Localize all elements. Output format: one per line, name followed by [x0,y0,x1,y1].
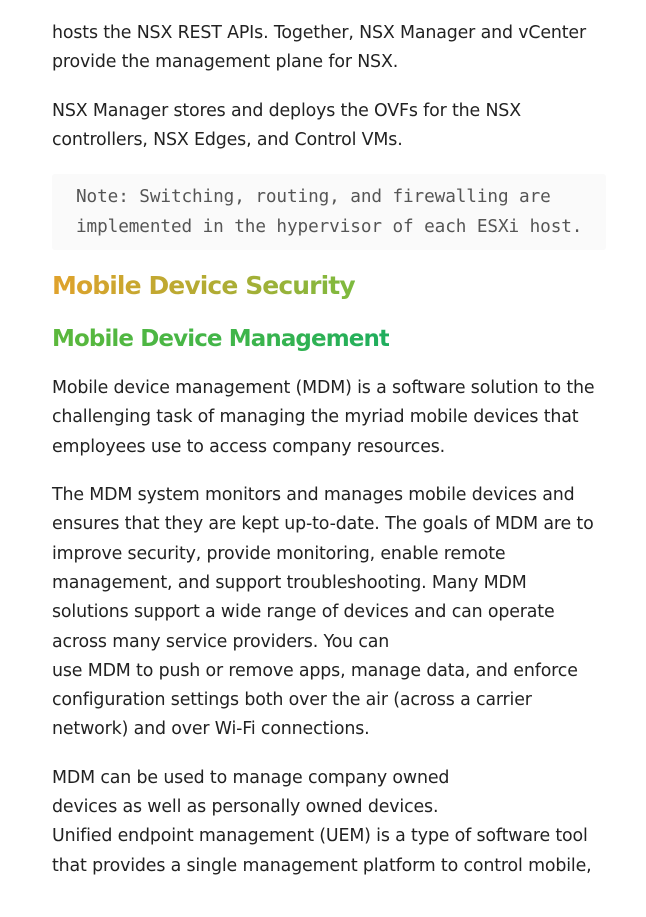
text-line: solutions support a wide range of devices and can operate [52,602,555,623]
section-heading: Mobile Device Security [52,271,355,301]
text-line: management, and support troubleshooting. Many MDM [52,572,527,593]
text-line: provide the management plane for NSX. [52,52,399,73]
text-line: hosts the NSX REST APIs. Together, NSX Manager and vCenter [52,23,586,43]
note-text [76,182,582,242]
text-line: NSX Manager stores and deploys the OVFs for the NSX [52,100,521,121]
note-line: Note: Switching, routing, and firewalling are [76,187,551,208]
text-line: improve security, provide monitoring, enable remote [52,543,506,564]
text-line: across many service providers. You can [52,631,390,652]
text-line: network) and over Wi-Fi connections. [52,719,370,740]
text-line: use MDM to push or remove apps, manage data, and enforce [52,660,578,681]
note-code-block [52,174,606,250]
text-line: employees use to access company resources. [52,436,446,457]
mdm-system-paragraph [52,481,612,745]
mdm-intro-paragraph [52,374,612,462]
note-line: implemented in the hypervisor of each ESXi host. [76,217,583,238]
text-line: challenging task of managing the myriad mobile devices that [52,407,579,428]
text-line: Unified endpoint management (UEM) is a type of software tool [52,826,588,847]
text-line: ensures that they are kept up-to-date. The goals of MDM are to [52,514,594,535]
mdm-owned-paragraph [52,764,612,881]
text-line: Mobile device management (MDM) is a software solution to the [52,378,595,399]
text-line: controllers, NSX Edges, and Control VMs. [52,129,403,150]
text-line: devices as well as personally owned devices. [52,797,439,818]
text-line: configuration settings both over the air (across a carrier [52,690,532,711]
text-line: that provides a single management platform to control mobile, [52,855,592,876]
intro-paragraph [52,19,612,78]
ovf-paragraph [52,97,612,156]
subsection-heading: Mobile Device Management [52,323,389,355]
document-content [52,19,612,881]
text-line: The MDM system monitors and manages mobile devices and [52,485,575,506]
text-line: MDM can be used to manage company owned [52,767,450,788]
